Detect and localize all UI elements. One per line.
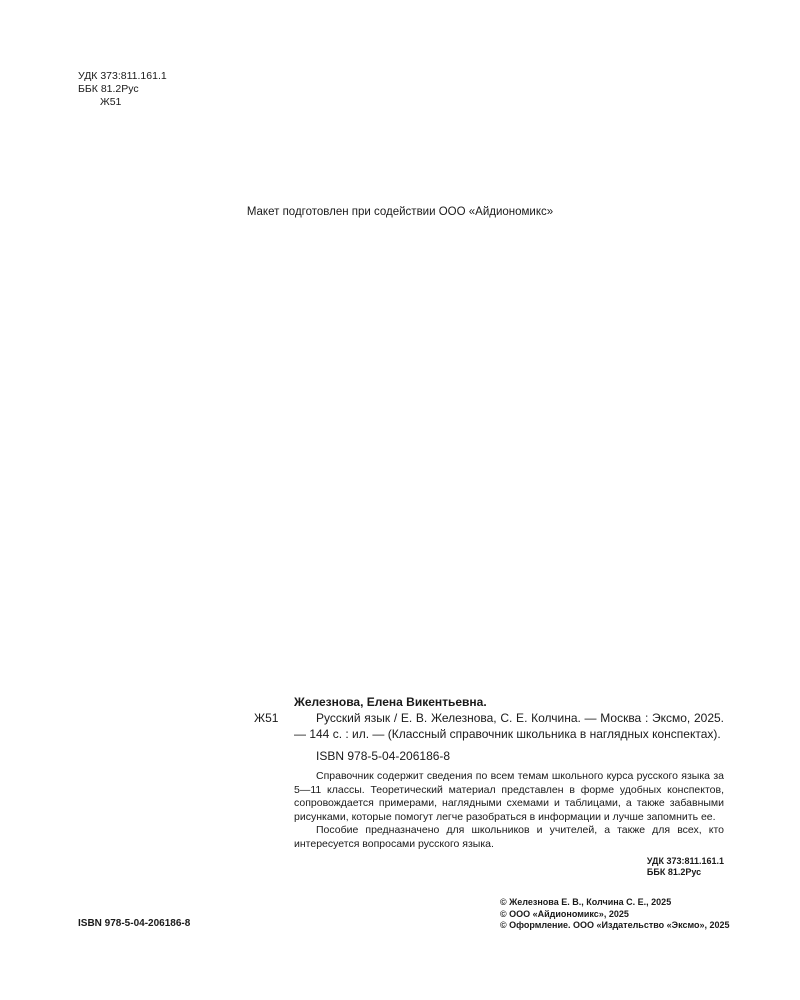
copyright-company: © ООО «Айдиономикс», 2025: [500, 908, 629, 919]
card-classification: [254, 856, 724, 878]
classification-header: [78, 70, 167, 109]
copyright-design: © Оформление. ООО «Издательство «Эксмо», 2025: [500, 920, 730, 930]
author-heading: Железнова, Елена Викентьевна.: [294, 695, 487, 709]
bibliographic-description: Русский язык / Е. В. Железнова, С. Е. Колчина. — Москва : Эксмо, 2025. — 144 с. : ил. — (Классный справочник школьника в наглядных конспектах).: [294, 711, 724, 741]
layout-credit: Макет подготовлен при содействии ООО «Айдиономикс»: [246, 206, 554, 218]
bibliographic-record: [254, 710, 724, 742]
annotation-paragraph-1: Справочник содержит сведения по всем темам школьного курса русского языка за 5—11 классы. Теоретический материал представлен в форме удобных конспектов, сопровождается примерами, наглядными схемами и таблицами, а также забавными рисунками, которые помогут легче разобраться в информации и лучше запомнить ее.: [294, 770, 724, 823]
bbk-code: ББК 81.2Рус: [78, 83, 139, 95]
bibliographic-card: [254, 694, 724, 878]
udk-code: УДК 373:811.161.1: [78, 70, 167, 82]
annotation-paragraph-2: Пособие предназначено для школьников и учителей, а также для всех, кто интересуется вопросами русского языка.: [294, 824, 724, 850]
card-isbn: ISBN 978-5-04-206186-8: [316, 749, 451, 763]
card-bbk: ББК 81.2Рус: [646, 867, 702, 877]
copyright-authors: © Железнова Е. В., Колчина С. Е., 2025: [500, 897, 672, 907]
annotation: [294, 770, 724, 851]
author-sign-card: Ж51: [254, 711, 279, 725]
author-sign: Ж51: [100, 96, 122, 108]
card-udk: УДК 373:811.161.1: [646, 856, 724, 866]
footer-isbn: ISBN 978-5-04-206186-8: [78, 918, 191, 929]
copyright-block: [500, 897, 730, 932]
